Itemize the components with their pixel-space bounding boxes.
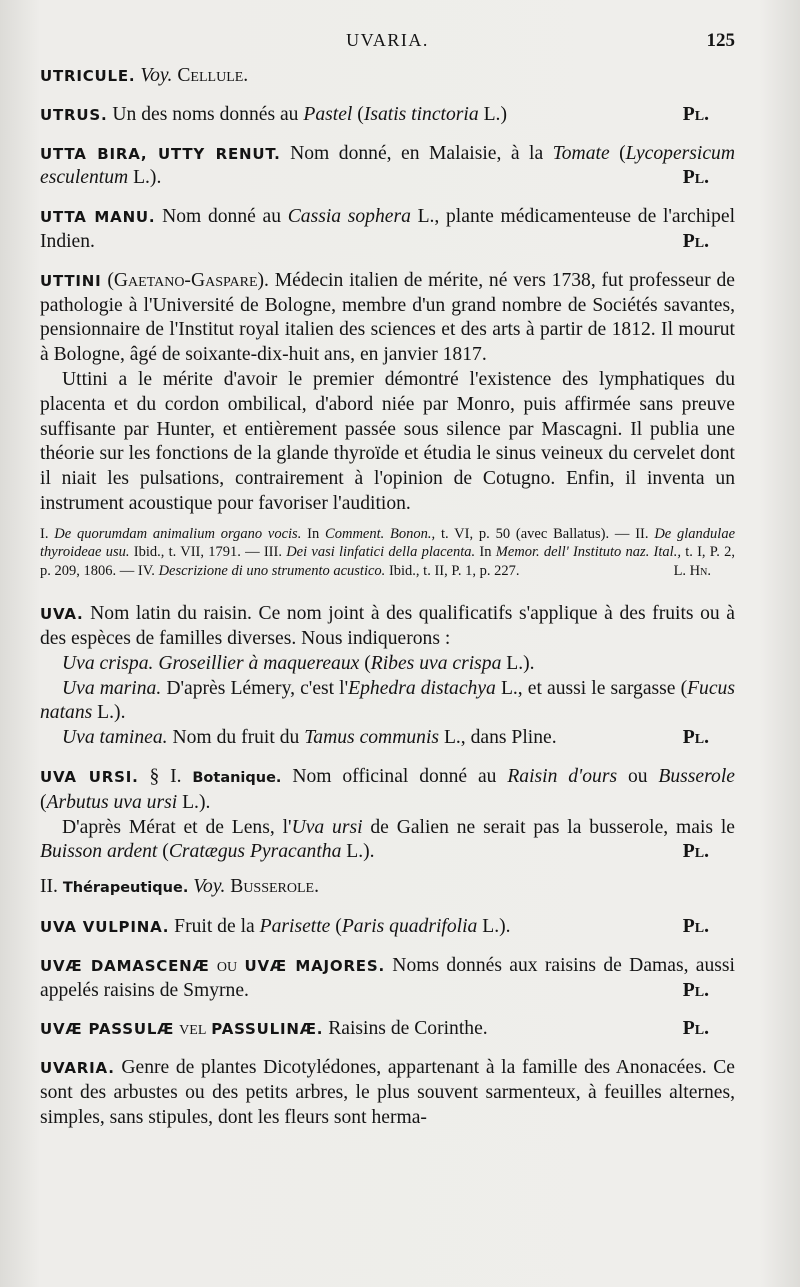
headword: UVA URSI. <box>40 768 139 787</box>
headword: UVA. <box>40 605 84 624</box>
running-title: UVARIA. <box>346 30 429 50</box>
headword: UTRUS. <box>40 105 108 124</box>
headword: UVARIA. <box>40 1059 115 1078</box>
signature: Pl. <box>682 841 709 863</box>
page-number: 125 <box>706 30 735 51</box>
signature: Pl. <box>682 1018 709 1040</box>
signature: L. Hn. <box>673 562 711 579</box>
signature: Pl. <box>682 167 709 189</box>
uttini-paragraph-2: Uttini a le mérite d'avoir le premier démontré l'existence des lymphatiques du placenta et du cordon ombilical, d'abord niée par Monro, puis affirmée sans preuve suffisante par Hunter, et entièrement passée sous silence par Mascagni. Il publia une théorie sur les fonctions de la glande thyroïde et étudia le sinus veineux du cervelet dont il niait les pulsations, contrairement à l'opinion de Cotugno. Enfin, il inventa un instrument acoustique pour favoriser l'audition. <box>40 368 735 514</box>
entry-utta-manu: UTTA MANU. Nom donné au Cassia sophera L., plante médicamenteuse de l'archipel Indien. Pl. <box>40 205 735 255</box>
uva-item-1: Uva crispa. Groseillier à maquereaux (Ribes uva crispa L.). <box>62 652 535 674</box>
uva-item-3: Uva taminea. Nom du fruit du Tamus communis L., dans Pline. Pl. <box>40 726 735 751</box>
headword: UTTINI <box>40 271 102 290</box>
entry-uva-ursi: UVA URSI. § I. Botanique. Nom officinal donné au Raisin d'ours ou Busserole (Arbutus uva ursi L.). D'après Mérat et de Lens, l'Uva ursi de Galien ne serait pas la busserole, mais le Buisson ardent (Cratægus Pyracantha L.). Pl. II. Thérapeutique. Voy. Busserole. <box>40 766 735 898</box>
page-header <box>40 30 735 56</box>
bibliography: I. De quorumdam animalium organo vocis. In Comment. Bonon., t. VI, p. 50 (avec Ballatus). — II. De glandulae thyroideae usu. Ibid., t. VII, 1791. — III. Dei vasi linfatici della placenta. In Memor. dell' Instituto naz. Ital., t. I, P. 2, p. 209, 1806. — IV. Descrizione di uno strumento acustico. Ibid., t. II, P. 1, p. 227. L. Hn. <box>40 525 736 579</box>
signature: Pl. <box>682 727 709 749</box>
headword: UTRICULE. <box>40 67 136 85</box>
entry-uvae-passulae: UVÆ PASSULÆ vel PASSULINÆ. Raisins de Corinthe. Pl. <box>40 1017 735 1042</box>
entry-uva: UVA. Nom latin du raisin. Ce nom joint à des qualificatifs s'applique à des fruits ou à des espèces de familles diverses. Nous indiquerons : Uva crispa. Groseillier à maquereaux (Ribes uva crispa L.). Uva marina. D'après Lémery, c'est l'Ephedra distachya L., et aussi le sargasse (Fucus natans L.). Uva taminea. Nom du fruit du Tamus communis L., dans Pline. Pl. <box>40 602 735 751</box>
entry-utrus: UTRUS. Un des noms donnés au Pastel (Isatis tinctoria L.) Pl. <box>40 103 735 128</box>
headword: UTTA BIRA, UTTY RENUT. <box>40 144 281 163</box>
page-body <box>40 64 735 1145</box>
headword: UVA VULPINA. <box>40 918 170 937</box>
signature: Pl. <box>682 916 709 938</box>
entry-uva-vulpina: UVA VULPINA. Fruit de la Parisette (Paris quadrifolia L.). Pl. <box>40 915 735 940</box>
headword: UVÆ PASSULÆ <box>40 1020 175 1039</box>
entry-utricule: UTRICULE. Voy. Cellule. <box>40 65 249 86</box>
entry-uvaria: UVARIA. Genre de plantes Dicotylédones, appartenant à la famille des Anonacées. Ce sont des arbustes ou des petits arbres, le plus souvent sarmenteux, à feuilles alternes, simples, sans stipules, dont les fleurs sont herma- <box>40 1057 735 1128</box>
signature: Pl. <box>682 230 709 252</box>
signature: Pl. <box>682 979 709 1001</box>
headword: UTTA MANU. <box>40 208 156 227</box>
headword: UVÆ DAMASCENÆ <box>40 956 210 975</box>
entry-uvae-damascenae: UVÆ DAMASCENÆ ou UVÆ MAJORES. Noms donnés aux raisins de Damas, aussi appelés raisins de Smyrne. Pl. <box>40 954 735 1004</box>
signature: Pl. <box>682 103 709 125</box>
entry-utta-bira: UTTA BIRA, UTTY RENUT. Nom donné, en Malaisie, à la Tomate (Lycopersicum esculentum L.). Pl. <box>40 142 735 192</box>
entry-uttini: UTTINI (Gaetano-Gaspare). Médecin italien de mérite, né vers 1738, fut professeur de pathologie à l'Université de Bologne, membre d'un grand nombre de Sociétés savantes, pensionnaire de l'Institut royal italien des sciences et des arts à partir de 1812. Il mourut à Bologne, âgé de soixante-dix-huit ans, en janvier 1817. Uttini a le mérite d'avoir le premier démontré l'existence des lymphatiques du placenta et du cordon ombilical, d'abord niée par Monro, puis affirmée sans preuve suffisante par Hunter, et entièrement passée sous silence par Mascagni. Il publia une théorie sur les fonctions de la glande thyroïde et étudia le sinus veineux du cervelet dont il niait les pulsations, contrairement à l'opinion de Cotugno. Enfin, il inventa un instrument acoustique pour favoriser l'audition. I. De quorumdam animalium organo vocis. In Comment. Bonon., t. VI, p. 50 (avec Ballatus). — II. De glandulae thyroideae usu. Ibid., t. VII, 1791. — III. Dei vasi linfatici della placenta. In Memor. dell' Instituto naz. Ital., t. I, P. 2, p. 209, 1806. — IV. Descrizione di uno strumento acustico. Ibid., t. II, P. 1, p. 227. L. Hn. <box>40 269 736 579</box>
uva-item-2: Uva marina. D'après Lémery, c'est l'Ephedra distachya L., et aussi le sargasse (Fucus natans L.). <box>40 677 735 724</box>
